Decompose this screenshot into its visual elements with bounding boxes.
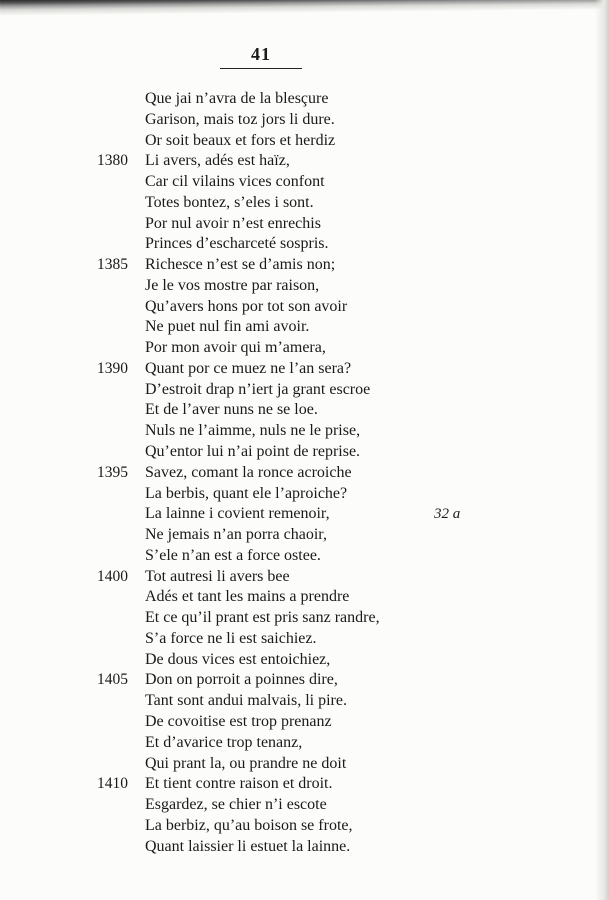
verse-line: [0, 400, 609, 421]
verse-line-text: Ne jemais n’an porra chaoir,: [145, 526, 327, 544]
verse-line: [0, 442, 609, 463]
page-number: 41: [251, 44, 271, 64]
verse-line: [0, 608, 609, 629]
verse-line: [0, 317, 609, 338]
verse-line: [0, 380, 609, 401]
verse-line: [0, 816, 609, 837]
verse-line: [0, 774, 609, 795]
verse-line: [0, 359, 609, 380]
verse-line-text: D’estroit drap n’iert ja grant escroe: [145, 380, 371, 398]
verse-line-text: Adés et tant les mains a prendre: [145, 588, 350, 606]
verse-line: [0, 276, 609, 297]
verse-line: [0, 234, 609, 255]
verse-line-text: De dous vices est entoichiez,: [145, 650, 331, 668]
verse-line-text: La berbiz, qu’au boison se frote,: [145, 816, 353, 834]
verse-line-text: S’a force ne li est saichiez.: [145, 629, 317, 647]
page-number-rule: [220, 68, 302, 69]
verse-line-text: Et d’avarice trop tenanz,: [145, 733, 303, 751]
verse-line-number: 1390: [97, 359, 128, 377]
verse-line: [0, 484, 609, 505]
verse-line-text: Totes bontez, s’eles i sont.: [145, 193, 314, 211]
verse-line: [0, 193, 609, 214]
verse-line: [0, 89, 609, 110]
folio-marker: 32 a: [434, 506, 461, 523]
verse-line-number: 1380: [97, 152, 128, 170]
verse-line: [0, 587, 609, 608]
verse-line-text: Nuls ne l’aimme, nuls ne le prise,: [145, 422, 361, 440]
scan-border-top: [0, 0, 609, 16]
verse-line: [0, 546, 609, 567]
verse-line-text: Don on porroit a poinnes dire,: [145, 671, 338, 689]
verse-line: [0, 754, 609, 775]
verse-line: [0, 151, 609, 172]
verse-line-text: S’ele n’an est a force ostee.: [145, 546, 321, 564]
verse-line-text: Ne puet nul fin ami avoir.: [145, 318, 310, 336]
verse-line: [0, 733, 609, 754]
verse-line-text: Quant laissier li estuet la lainne.: [145, 837, 351, 855]
verse-line: [0, 525, 609, 546]
verse-line-number: 1385: [97, 256, 128, 274]
verse-line-text: Savez, comant la ronce acroiche: [145, 463, 352, 481]
verse-line-text: Quant por ce muez ne l’an sera?: [145, 359, 352, 377]
verse-line: [0, 338, 609, 359]
verse-line: [0, 421, 609, 442]
poem-text: [0, 89, 609, 857]
verse-line-text: Qu’entor lui n’ai point de reprise.: [145, 443, 361, 461]
verse-line: [0, 297, 609, 318]
verse-line-text: Car cil vilains vices confont: [145, 173, 325, 191]
verse-line: [0, 131, 609, 152]
verse-line-text: Richesce n’est se d’amis non;: [145, 256, 336, 274]
verse-line-number: 1395: [97, 463, 128, 481]
verse-line: [0, 567, 609, 588]
verse-line-text: Qu’avers hons por tot son avoir: [145, 297, 348, 315]
verse-line: [0, 629, 609, 650]
verse-line-text: Tant sont andui malvais, li pire.: [145, 692, 347, 710]
verse-line-text: La berbis, quant ele l’aproiche?: [145, 484, 348, 502]
verse-line-text: Esgardez, se chier n’i escote: [145, 796, 327, 814]
verse-line: [0, 172, 609, 193]
verse-line-text: Por nul avoir n’est enrechis: [145, 214, 321, 232]
verse-line-text: Que jai n’avra de la blesçure: [145, 90, 329, 107]
verse-line-text: Qui prant la, ou prandre ne doit: [145, 754, 347, 772]
verse-line: [0, 837, 609, 858]
verse-line: [0, 110, 609, 131]
verse-line-text: De covoitise est trop prenanz: [145, 712, 332, 730]
verse-line: [0, 504, 609, 525]
verse-line-text: Et de l’aver nuns ne se loe.: [145, 401, 318, 419]
verse-line-number: 1400: [97, 567, 128, 585]
verse-line-text: Je le vos mostre par raison,: [145, 276, 320, 294]
verse-line: [0, 795, 609, 816]
verse-line-text: Et ce qu’il prant est pris sanz randre,: [145, 609, 380, 627]
verse-line-text: Or soit beaux et fors et herdiz: [145, 131, 336, 149]
verse-line: [0, 712, 609, 733]
verse-line-number: 1405: [97, 671, 128, 689]
verse-line-text: Princes d’escharceté sospris.: [145, 235, 329, 253]
verse-line-text: Li avers, adés est haïz,: [145, 152, 290, 170]
verse-line: [0, 691, 609, 712]
verse-line-text: Garison, mais toz jors li dure.: [145, 110, 335, 128]
verse-line: [0, 670, 609, 691]
verse-line-number: 1410: [97, 775, 128, 793]
verse-line: [0, 463, 609, 484]
verse-line: [0, 255, 609, 276]
verse-line-text: Et tient contre raison et droit.: [145, 775, 333, 793]
verse-line: [0, 650, 609, 671]
verse-line-text: Tot autresi li avers bee: [145, 567, 290, 585]
verse-line-text: La lainne i covient remenoir,: [145, 505, 330, 523]
verse-line: [0, 214, 609, 235]
verse-line-text: Por mon avoir qui m’amera,: [145, 339, 326, 357]
